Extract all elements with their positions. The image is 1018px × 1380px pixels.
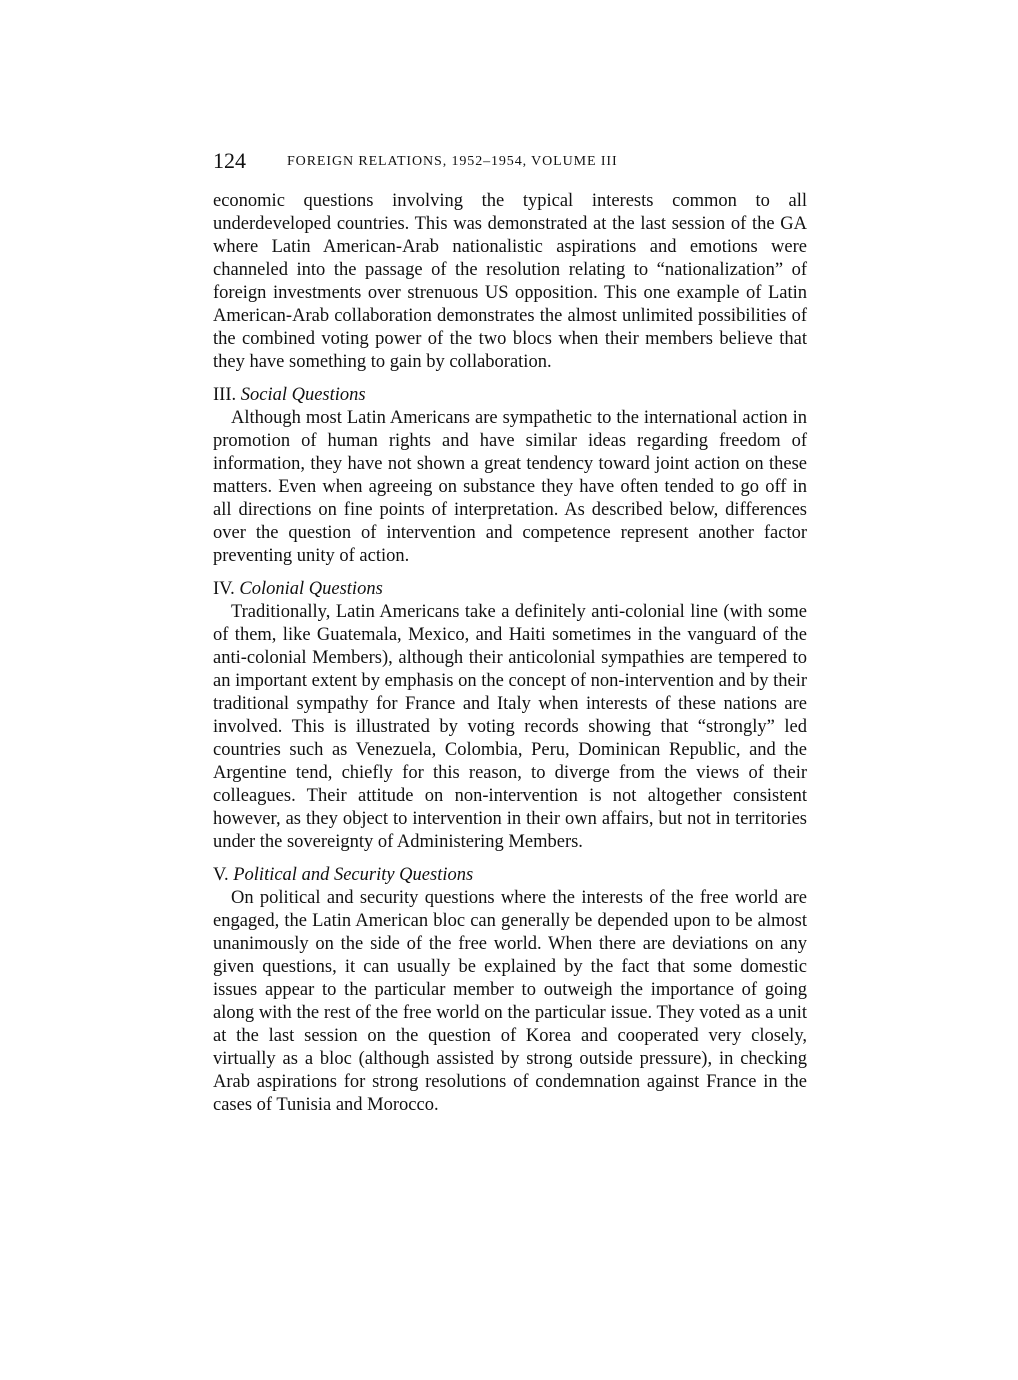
running-title: FOREIGN RELATIONS, 1952–1954, VOLUME III bbox=[287, 154, 618, 169]
section-numeral: V. bbox=[213, 865, 229, 885]
section-body: On political and security questions where the interests of the free world are engaged, the Latin American bloc can generally be depended upon to be almost unanimously on the side of the free world. When there are deviations on any given questions, it can usually be explained by the fact that some domestic issues appear to the particular member to outweigh the importance of going along with the rest of the free world on the particular issue. They voted as a unit at the last session on the question of Korea and cooperated very closely, virtually as a bloc (although assisted by strong outside pressure), in checking Arab aspirations for strong resolutions of condemnation against France in the cases of Tunisia and Morocco. bbox=[213, 888, 807, 1115]
document-page bbox=[213, 146, 807, 1117]
section-heading bbox=[213, 384, 807, 407]
section-title: Political and Security Questions bbox=[233, 865, 474, 885]
section-title: Social Questions bbox=[240, 385, 366, 405]
section-heading bbox=[213, 864, 807, 887]
section-social-questions bbox=[213, 384, 807, 568]
section-numeral: III. bbox=[213, 385, 237, 405]
section-numeral: IV. bbox=[213, 579, 235, 599]
section-body: Although most Latin Americans are sympathetic to the international action in promotion of human rights and have similar ideas regarding freedom of information, they have not shown a great tendency toward joint action on these matters. Even when agreeing on substance they have often tended to go off in all directions on fine points of interpretation. As described below, differences over the question of intervention and competence represent another factor preventing unity of action. bbox=[213, 408, 807, 566]
section-title: Colonial Questions bbox=[239, 579, 383, 599]
continued-paragraph: economic questions involving the typical interests common to all underdeveloped countries. This was demonstrated at the last session of the GA where Latin American-Arab nationalistic aspirations and emotions were channeled into the passage of the resolution relating to “nationalization” of foreign investments over strenuous US opposition. This one example of Latin American-Arab collaboration demonstrates the almost unlimited possibilities of the combined voting power of the two blocs when their members believe that they have something to gain by collaboration. bbox=[213, 191, 807, 372]
section-political-security-questions bbox=[213, 864, 807, 1117]
running-head bbox=[213, 146, 807, 176]
section-heading bbox=[213, 578, 807, 601]
page-number: 124 bbox=[213, 148, 246, 173]
section-body: Traditionally, Latin Americans take a definitely anti-colonial line (with some of them, like Guatemala, Mexico, and Haiti sometimes in the vanguard of the anti-colonial Members), although their anticolonial sympathies are tempered to an important extent by emphasis on the concept of non-intervention and by their traditional sympathy for France and Italy when interests of these nations are involved. This is illustrated by voting records showing that “strongly” led countries such as Venezuela, Colombia, Peru, Dominican Republic, and the Argentine tend, chiefly for this reason, to diverge from the views of their colleagues. Their attitude on non-intervention is not altogether consistent however, as they object to intervention in their own affairs, but not in territories under the sovereignty of Administering Members. bbox=[213, 602, 807, 852]
section-colonial-questions bbox=[213, 578, 807, 854]
